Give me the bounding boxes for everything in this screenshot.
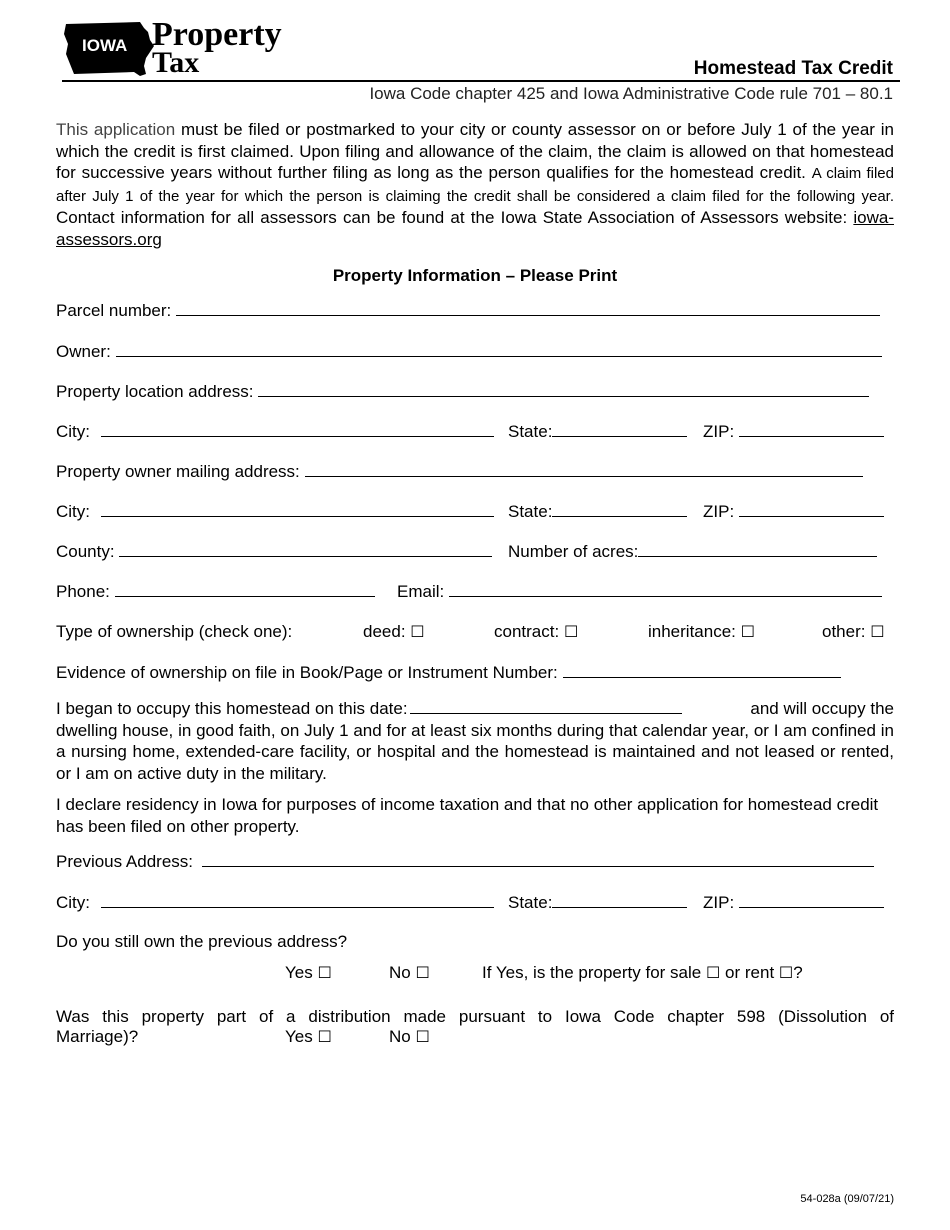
acres-row — [508, 541, 877, 562]
county-row — [56, 541, 492, 562]
state-row-3 — [508, 892, 687, 913]
contract-label: contract: — [494, 622, 560, 641]
deed-option — [363, 622, 425, 642]
question-mark: ? — [793, 963, 803, 982]
sale-or-rent — [482, 963, 803, 983]
no-label: No — [389, 1027, 411, 1046]
occupy-first-line — [56, 698, 894, 720]
assessors-link[interactable]: iowa-assessors.org — [56, 208, 894, 249]
distribution-no — [389, 1027, 430, 1047]
city-input[interactable] — [101, 421, 494, 437]
if-yes-label: If Yes, is the property for sale — [482, 963, 702, 982]
occupy-date-input[interactable] — [410, 698, 682, 714]
state-input[interactable] — [552, 892, 687, 908]
acres-input[interactable] — [638, 541, 877, 557]
city-label: City: — [56, 502, 90, 521]
intro-body: must be filed or postmarked to your city or county assessor on or before July 1 of the year in which the credit is first claimed. Upon filing and allowance of the claim, the claim is allowed on that homestead for successive years without further filing as long as the person qualifies for the homestead credit. — [56, 120, 894, 182]
zip-row-3 — [703, 892, 884, 913]
contract-checkbox[interactable]: ☐ — [563, 622, 579, 641]
zip-row-2 — [703, 501, 884, 522]
city-row-1 — [56, 421, 494, 442]
still-own-yes — [285, 963, 332, 983]
city-input[interactable] — [101, 501, 494, 517]
ownership-type-label: Type of ownership (check one): — [56, 622, 293, 641]
or-rent-label: or rent — [725, 963, 775, 982]
city-input[interactable] — [101, 892, 494, 908]
location-label: Property location address: — [56, 382, 254, 401]
mailing-row — [56, 461, 863, 482]
previous-address-input[interactable] — [202, 851, 874, 867]
evidence-input[interactable] — [563, 662, 841, 678]
inheritance-label: inheritance: — [648, 622, 736, 641]
phone-row — [56, 581, 375, 602]
zip-label: ZIP: — [703, 422, 735, 441]
state-input[interactable] — [552, 501, 687, 517]
for-rent-checkbox[interactable]: ☐ — [778, 963, 794, 982]
no-label: No — [389, 963, 411, 982]
previous-address-row — [56, 851, 874, 872]
location-row — [56, 381, 869, 402]
still-own-question: Do you still own the previous address? — [56, 932, 348, 951]
other-checkbox[interactable]: ☐ — [870, 622, 885, 641]
parcel-row — [56, 300, 880, 321]
residency-paragraph: I declare residency in Iowa for purposes of income taxation and that no other application for homestead credit has been filed on other property. — [56, 795, 879, 836]
evidence-label: Evidence of ownership on file in Book/Page or Instrument Number: — [56, 663, 558, 682]
inheritance-option — [648, 622, 755, 642]
city-row-2 — [56, 501, 494, 522]
logo-tax: Tax — [152, 46, 200, 79]
owner-input[interactable] — [116, 341, 882, 357]
occupy-paragraph — [56, 698, 894, 784]
deed-checkbox[interactable]: ☐ — [410, 622, 425, 641]
state-label: State: — [508, 422, 553, 441]
parcel-label: Parcel number: — [56, 301, 172, 320]
county-input[interactable] — [119, 541, 492, 557]
zip-input[interactable] — [739, 421, 884, 437]
intro-paragraph — [56, 119, 894, 250]
section-title: Property Information – Please Print — [332, 266, 618, 285]
inheritance-checkbox[interactable]: ☐ — [740, 622, 755, 641]
parcel-input[interactable] — [176, 300, 880, 316]
other-option — [822, 622, 885, 642]
city-label: City: — [56, 422, 90, 441]
occupy-rest: dwelling house, in good faith, on July 1 and for at least six months during that calendar year, or I am confined in a nursing home, extended-care facility, or hospital and the homestead is maintained and not leased or rented, or I am on active duty in the military. — [56, 720, 894, 783]
contract-option — [494, 622, 578, 642]
occupy-end: and will occupy the — [750, 699, 894, 718]
mailing-input[interactable] — [305, 461, 863, 477]
distribution-line-1: Was this property part of a distribution made pursuant to Iowa Code chapter 598 (Dissolution of — [56, 1007, 894, 1026]
deed-label: deed: — [363, 622, 406, 641]
intro-lead: This application — [56, 120, 176, 139]
logo-state-label: IOWA — [82, 36, 128, 55]
iowa-logo — [62, 18, 287, 80]
acres-label: Number of acres: — [508, 542, 639, 561]
zip-label: ZIP: — [703, 502, 735, 521]
state-label: State: — [508, 502, 553, 521]
previous-address-label: Previous Address: — [56, 852, 194, 871]
header-rule — [62, 80, 900, 82]
state-row-1 — [508, 421, 687, 442]
yes-label: Yes — [285, 963, 313, 982]
other-label: other: — [822, 622, 866, 641]
email-input[interactable] — [449, 581, 882, 597]
evidence-row — [56, 662, 841, 683]
yes-label: Yes — [285, 1027, 313, 1046]
page-subtitle: Iowa Code chapter 425 and Iowa Administrative Code rule 701 – 80.1 — [369, 84, 893, 103]
email-label: Email: — [397, 582, 445, 601]
phone-input[interactable] — [115, 581, 375, 597]
email-row — [397, 581, 882, 602]
owner-label: Owner: — [56, 342, 111, 361]
distribution-yes — [285, 1027, 332, 1047]
distribution-yes-checkbox[interactable]: ☐ — [317, 1027, 332, 1046]
phone-label: Phone: — [56, 582, 110, 601]
zip-row-1 — [703, 421, 884, 442]
still-own-no-checkbox[interactable]: ☐ — [415, 963, 430, 982]
city-label: City: — [56, 893, 90, 912]
state-input[interactable] — [552, 421, 687, 437]
mailing-label: Property owner mailing address: — [56, 462, 300, 481]
county-label: County: — [56, 542, 115, 561]
intro-contact: Contact information for all assessors can be found at the Iowa State Association of Assessors website: — [56, 208, 854, 227]
location-input[interactable] — [258, 381, 869, 397]
still-own-yes-checkbox[interactable]: ☐ — [317, 963, 332, 982]
distribution-no-checkbox[interactable]: ☐ — [415, 1027, 430, 1046]
occupy-start: I began to occupy this homestead on this date: — [56, 699, 408, 718]
for-sale-checkbox[interactable]: ☐ — [705, 963, 721, 982]
form-number: 54-028a (09/07/21) — [800, 1193, 894, 1205]
distribution-line-2: Marriage)? — [56, 1027, 139, 1046]
city-row-3 — [56, 892, 494, 913]
still-own-no — [389, 963, 430, 983]
logo-property: Property — [152, 16, 282, 53]
owner-row — [56, 341, 882, 362]
intro-late-claim: A claim filed after July 1 of the year for which the person is claiming the credit shall be considered a claim filed for the following year. — [56, 165, 894, 205]
zip-input[interactable] — [739, 892, 884, 908]
zip-label: ZIP: — [703, 893, 735, 912]
zip-input[interactable] — [739, 501, 884, 517]
state-label: State: — [508, 893, 553, 912]
state-row-2 — [508, 501, 687, 522]
page-title: Homestead Tax Credit — [693, 58, 893, 79]
